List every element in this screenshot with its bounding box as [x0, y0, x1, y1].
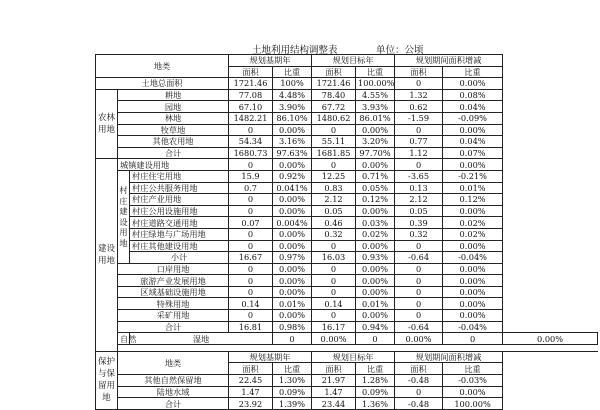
- cell-base-area: 0: [229, 240, 273, 252]
- table-row: [96, 286, 598, 298]
- table-row: [96, 310, 598, 322]
- cell-target-ratio: 3.20%: [356, 136, 395, 148]
- cell-base-ratio: 97.63%: [273, 147, 312, 159]
- cell-change-ratio: 0.01%: [443, 182, 503, 194]
- cell-base-ratio: 0.00%: [273, 159, 312, 171]
- table-row: [96, 159, 598, 171]
- cell-base-area: 0.7: [229, 182, 273, 194]
- header-area: 面积: [312, 66, 356, 78]
- cell-target-ratio: 0.00%: [356, 124, 395, 136]
- cell-change-area: 0.62: [395, 101, 443, 113]
- row-label: 其他自然保留地: [118, 375, 229, 387]
- cell-target-ratio: 0.00%: [395, 333, 443, 345]
- cell-target-ratio: 0.00%: [356, 275, 395, 287]
- cell-base-ratio: 0.98%: [273, 321, 312, 333]
- cell-change-area: 0: [395, 386, 443, 398]
- cell-target-ratio: 0.01%: [356, 298, 395, 310]
- header-ratio: 比重: [356, 66, 395, 78]
- cell-base-ratio: 0.01%: [273, 298, 312, 310]
- row-label: 村庄其他建设用地: [130, 240, 229, 252]
- cell-base-ratio: 0.00%: [273, 240, 312, 252]
- row-label: 耕地: [118, 89, 229, 101]
- cell-change-ratio: 0.00%: [443, 205, 503, 217]
- table-row: [96, 136, 598, 148]
- group-agri: 农林用地: [96, 89, 118, 159]
- page-title: 土地利用结构调整表: [252, 45, 338, 56]
- cell-base-area: 1.47: [229, 386, 273, 398]
- cell-target-ratio: 0.00%: [356, 286, 395, 298]
- cell-change-ratio: 0.04%: [443, 136, 503, 148]
- land-use-table: [95, 54, 598, 410]
- row-label: 牧草地: [118, 124, 229, 136]
- table-row: [96, 170, 598, 182]
- cell-target-area: 0: [312, 159, 356, 171]
- cell-change-area: 1.12: [395, 147, 443, 159]
- header-area: 面积: [395, 363, 443, 375]
- row-label: 旅游产业发展用地: [118, 275, 229, 287]
- table-row: [96, 398, 598, 410]
- cell-change-area: 0.05: [395, 205, 443, 217]
- table-row: [96, 240, 598, 252]
- cell-target-ratio: 4.55%: [356, 89, 395, 101]
- cell-base-ratio: 1.39%: [273, 398, 312, 410]
- cell-change-area: 0: [395, 275, 443, 287]
- table-row: [96, 298, 598, 310]
- header-area: 面积: [229, 66, 273, 78]
- cell-change-ratio: 0.02%: [443, 228, 503, 240]
- cell-target-area: 0.05: [312, 205, 356, 217]
- cell-base-area: 0: [229, 205, 273, 217]
- cell-change-area: -1.59: [395, 112, 443, 124]
- row-label: 村庄住宅用地: [130, 170, 229, 182]
- cell-target-area: 16.17: [312, 321, 356, 333]
- cell-change-area: 2.12: [395, 194, 443, 206]
- cell-change-area: -3.65: [395, 170, 443, 182]
- cell-target-area: 0.32: [312, 228, 356, 240]
- cell-target-area: 78.40: [312, 89, 356, 101]
- cell-change-area: 0.39: [395, 217, 443, 229]
- header-ratio: 比重: [273, 66, 312, 78]
- cell-target-ratio: 0.00%: [356, 263, 395, 275]
- cell-target-area: 67.72: [312, 101, 356, 113]
- cell-base-area: 0: [273, 333, 312, 345]
- table-row: [96, 252, 598, 264]
- cell-target-area: 2.12: [312, 194, 356, 206]
- table-row: [96, 78, 598, 90]
- cell-target-area: 0: [312, 310, 356, 322]
- cell-target-area: 0.14: [312, 298, 356, 310]
- cell-change-area: -0.48: [395, 375, 443, 387]
- table-row: [96, 375, 598, 387]
- cell-change-ratio: 0.00%: [443, 159, 503, 171]
- cell-base-ratio: 1.30%: [273, 375, 312, 387]
- cell-change-area: 0.32: [395, 228, 443, 240]
- cell-change-ratio: 0.00%: [443, 386, 503, 398]
- row-label: 土地总面积: [96, 78, 229, 90]
- header-target-year: 规划目标年: [312, 351, 395, 363]
- unit-label: 单位：公顷: [376, 45, 424, 56]
- cell-base-ratio: 0.00%: [273, 228, 312, 240]
- row-label: 村庄产业用地: [130, 194, 229, 206]
- cell-target-ratio: 1.36%: [356, 398, 395, 410]
- cell-base-area: 1680.73: [229, 147, 273, 159]
- cell-change-ratio: 0.08%: [443, 89, 503, 101]
- cell-change-area: 0: [395, 298, 443, 310]
- cell-change-area: 0.77: [395, 136, 443, 148]
- cell-base-area: 1482.21: [229, 112, 273, 124]
- row-label: 小计: [130, 252, 229, 264]
- table-row: [96, 194, 598, 206]
- cell-change-area: 0: [395, 286, 443, 298]
- cell-target-area: 1721.46: [312, 78, 356, 90]
- cell-change-ratio: 0.00%: [443, 298, 503, 310]
- table-row: [96, 89, 598, 101]
- cell-target-ratio: 100.00%: [356, 78, 395, 90]
- cell-change-ratio: 0.07%: [443, 147, 503, 159]
- cell-base-area: 0: [229, 159, 273, 171]
- cell-change-area: 0: [395, 124, 443, 136]
- header-ratio: 比重: [273, 363, 312, 375]
- row-label: 村庄公共服务用地: [130, 182, 229, 194]
- cell-target-area: 12.25: [312, 170, 356, 182]
- header-category: 地类: [96, 55, 229, 78]
- table-row: [96, 333, 598, 345]
- header-area: 面积: [229, 363, 273, 375]
- cell-base-area: 0: [229, 194, 273, 206]
- cell-target-area: 55.11: [312, 136, 356, 148]
- table-row: [96, 147, 598, 159]
- group-construction: 建设用地: [96, 159, 118, 352]
- cell-target-ratio: 0.02%: [356, 228, 395, 240]
- cell-change-ratio: 0.00%: [443, 124, 503, 136]
- row-label: 村庄道路交通用地: [130, 217, 229, 229]
- cell-change-ratio: 0.12%: [443, 194, 503, 206]
- cell-change-ratio: 0.04%: [443, 101, 503, 113]
- cell-base-ratio: 0.00%: [312, 333, 356, 345]
- cell-change-area: 0: [395, 159, 443, 171]
- cell-target-ratio: 0.71%: [356, 170, 395, 182]
- cell-base-area: 0: [229, 263, 273, 275]
- cell-base-ratio: 100%: [273, 78, 312, 90]
- section-gap: [96, 344, 598, 351]
- cell-target-area: 0: [312, 240, 356, 252]
- row-label: 特殊用地: [118, 298, 229, 310]
- cell-change-area: -0.64: [395, 321, 443, 333]
- cell-target-ratio: 0.09%: [356, 386, 395, 398]
- cell-base-area: 0: [229, 310, 273, 322]
- cell-target-ratio: 0.03%: [356, 217, 395, 229]
- cell-target-area: 21.97: [312, 375, 356, 387]
- table-row: [96, 275, 598, 287]
- cell-target-ratio: 0.00%: [356, 205, 395, 217]
- cell-base-area: 0.07: [229, 217, 273, 229]
- header-area: 面积: [312, 363, 356, 375]
- cell-change-ratio: -0.03%: [443, 375, 503, 387]
- cell-target-ratio: 0.12%: [356, 194, 395, 206]
- cell-base-area: 67.10: [229, 101, 273, 113]
- header-change: 规划期间面积增减: [395, 55, 503, 67]
- cell-base-area: 16.81: [229, 321, 273, 333]
- group-nature: 自然: [118, 333, 130, 345]
- cell-base-ratio: 0.09%: [273, 386, 312, 398]
- table-row: [96, 124, 598, 136]
- header-ratio: 比重: [443, 66, 503, 78]
- cell-target-ratio: 0.00%: [356, 240, 395, 252]
- header-row-1: [96, 55, 598, 67]
- cell-target-area: 0: [312, 263, 356, 275]
- header-change: 规划期间面积增减: [395, 351, 503, 363]
- header-base-year: 规划基期年: [229, 55, 312, 67]
- cell-base-area: 0.14: [229, 298, 273, 310]
- cell-change-ratio: -0.04%: [443, 321, 503, 333]
- cell-change-area: 0.13: [395, 182, 443, 194]
- row-label: 村庄公用设施用地: [130, 205, 229, 217]
- cell-base-ratio: 0.041%: [273, 182, 312, 194]
- row-label: 合计: [118, 398, 229, 410]
- cell-target-area: 0: [356, 333, 395, 345]
- cell-base-area: 16.67: [229, 252, 273, 264]
- cell-change-ratio: 100.00%: [443, 398, 503, 410]
- row-label: 合计: [118, 147, 229, 159]
- cell-target-area: 1480.62: [312, 112, 356, 124]
- header-category: 地类: [118, 351, 229, 374]
- cell-target-area: 16.03: [312, 252, 356, 264]
- cell-base-area: 0: [229, 228, 273, 240]
- row-label: 合计: [118, 321, 229, 333]
- table-row: [96, 112, 598, 124]
- cell-base-ratio: 86.10%: [273, 112, 312, 124]
- cell-change-area: 0: [443, 333, 503, 345]
- cell-change-ratio: 0.00%: [443, 275, 503, 287]
- table-row: [96, 263, 598, 275]
- cell-base-ratio: 0.004%: [273, 217, 312, 229]
- cell-target-area: 0: [312, 124, 356, 136]
- cell-base-area: 15.9: [229, 170, 273, 182]
- cell-change-ratio: 0.00%: [443, 263, 503, 275]
- cell-target-ratio: 0.93%: [356, 252, 395, 264]
- header-area: 面积: [395, 66, 443, 78]
- header-row-3: [96, 351, 598, 363]
- row-label: 园地: [118, 101, 229, 113]
- cell-change-ratio: 0.00%: [443, 310, 503, 322]
- cell-change-area: -0.48: [395, 398, 443, 410]
- cell-base-area: 1721.46: [229, 78, 273, 90]
- cell-change-ratio: 0.00%: [443, 286, 503, 298]
- cell-base-ratio: 0.92%: [273, 170, 312, 182]
- header-base-year: 规划基期年: [229, 351, 312, 363]
- header-target-year: 规划目标年: [312, 55, 395, 67]
- cell-target-ratio: 3.93%: [356, 101, 395, 113]
- cell-base-ratio: 0.00%: [273, 263, 312, 275]
- table-row: [96, 386, 598, 398]
- cell-base-ratio: 0.00%: [273, 310, 312, 322]
- cell-change-area: -0.64: [395, 252, 443, 264]
- cell-base-ratio: 0.00%: [273, 275, 312, 287]
- cell-base-ratio: 0.00%: [273, 286, 312, 298]
- cell-target-area: 0: [312, 275, 356, 287]
- row-label: 其他农用地: [118, 136, 229, 148]
- cell-change-ratio: 0.02%: [443, 217, 503, 229]
- table-row: [96, 217, 598, 229]
- cell-base-area: 54.34: [229, 136, 273, 148]
- cell-change-ratio: -0.04%: [443, 252, 503, 264]
- cell-target-ratio: 0.00%: [356, 310, 395, 322]
- cell-change-area: 0: [395, 310, 443, 322]
- table-row: [96, 101, 598, 113]
- cell-target-area: 23.44: [312, 398, 356, 410]
- table-row: [96, 182, 598, 194]
- cell-base-area: 0: [229, 275, 273, 287]
- row-label: 区域基础设施用地: [118, 286, 229, 298]
- cell-change-area: 0: [395, 263, 443, 275]
- table-row: [96, 228, 598, 240]
- cell-base-area: 0: [229, 124, 273, 136]
- cell-change-area: 0: [395, 240, 443, 252]
- cell-base-area: 0: [229, 286, 273, 298]
- row-label: 湿地: [130, 333, 273, 345]
- cell-base-ratio: 3.16%: [273, 136, 312, 148]
- cell-base-ratio: 3.90%: [273, 101, 312, 113]
- row-label: 村庄绿地与广场用地: [130, 228, 229, 240]
- cell-target-ratio: 97.70%: [356, 147, 395, 159]
- cell-change-ratio: 0.00%: [443, 78, 503, 90]
- cell-target-ratio: 1.28%: [356, 375, 395, 387]
- table-row: [96, 321, 598, 333]
- row-label: 陆地水域: [118, 386, 229, 398]
- cell-change-ratio: -0.21%: [443, 170, 503, 182]
- group-village: 村庄建设用地: [118, 170, 130, 263]
- cell-base-ratio: 0.00%: [273, 205, 312, 217]
- row-label: 林地: [118, 112, 229, 124]
- cell-change-ratio: 0.00%: [443, 240, 503, 252]
- cell-change-area: 1.32: [395, 89, 443, 101]
- cell-base-ratio: 0.00%: [273, 124, 312, 136]
- cell-target-area: 0.83: [312, 182, 356, 194]
- cell-target-area: 0: [312, 286, 356, 298]
- cell-target-ratio: 0.94%: [356, 321, 395, 333]
- cell-base-area: 23.92: [229, 398, 273, 410]
- cell-target-area: 1681.85: [312, 147, 356, 159]
- cell-target-ratio: 0.05%: [356, 182, 395, 194]
- header-ratio: 比重: [443, 363, 503, 375]
- row-label: 采矿用地: [118, 310, 229, 322]
- row-label: 口岸用地: [118, 263, 229, 275]
- cell-change-area: 0: [395, 78, 443, 90]
- table-row: [96, 205, 598, 217]
- cell-base-ratio: 0.97%: [273, 252, 312, 264]
- group-protect: 保护与保留用地: [96, 351, 118, 409]
- cell-change-ratio: -0.09%: [443, 112, 503, 124]
- cell-base-ratio: 0.00%: [273, 194, 312, 206]
- row-label: 城镇建设用地: [118, 159, 229, 171]
- cell-base-area: 22.45: [229, 375, 273, 387]
- cell-base-area: 77.08: [229, 89, 273, 101]
- cell-target-ratio: 0.00%: [356, 159, 395, 171]
- cell-target-area: 0.46: [312, 217, 356, 229]
- cell-change-ratio: 0.00%: [503, 333, 598, 345]
- cell-base-ratio: 4.48%: [273, 89, 312, 101]
- cell-target-ratio: 86.01%: [356, 112, 395, 124]
- cell-target-area: 1.47: [312, 386, 356, 398]
- header-ratio: 比重: [356, 363, 395, 375]
